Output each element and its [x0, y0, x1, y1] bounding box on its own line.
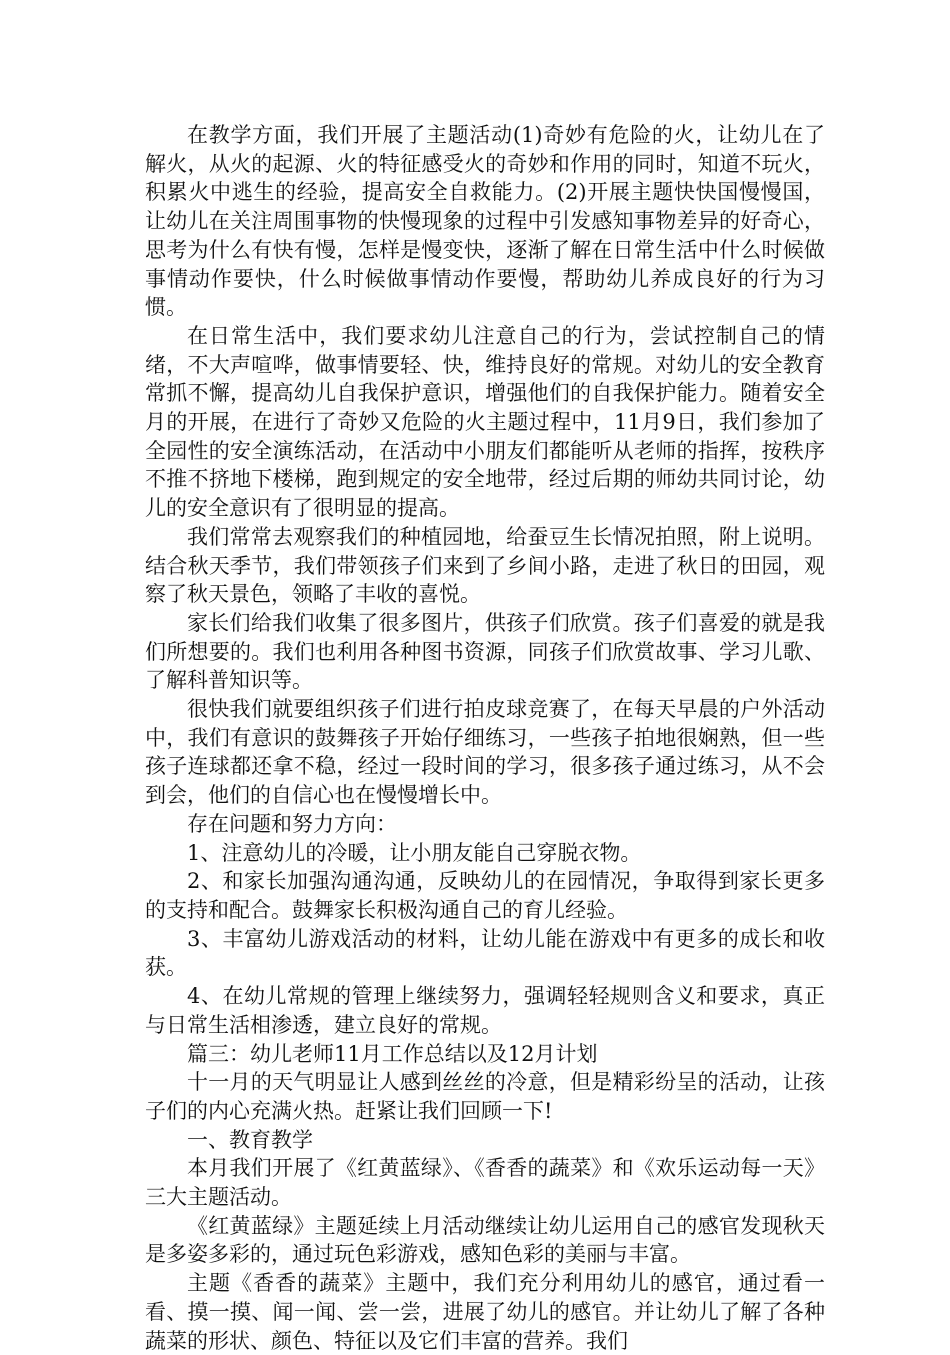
subheading-education: 一、教育教学: [187, 1127, 313, 1152]
paragraph-parents-pictures: 家长们给我们收集了很多图片，供孩子们欣赏。孩子们喜爱的就是我们所想要的。我们也利用各种图书资源，同孩子们欣赏故事、学习儿歌、了解科普知识等。: [145, 610, 825, 693]
paragraph-teaching: 在教学方面，我们开展了主题活动(1)奇妙有危险的火，让幼儿在了解火，从火的起源、火的特征感受火的奇妙和作用的同时，知道不玩火，积累火中逃生的经验，提高安全自救能力。(2)开展主题快快国慢慢国，让幼儿在关注周围事物的快慢现象的过程中引发感知事物差异的好奇心，思考为什么有快有慢，怎样是慢变快，逐渐了解在日常生活中什么时候做事情动作要快，什么时候做事情动作要慢，帮助幼儿养成良好的行为习惯。: [145, 123, 825, 320]
list-item-2: 2、和家长加强沟通沟通，反映幼儿的在园情况，争取得到家长更多的支持和配合。鼓舞家长积极沟通自己的育儿经验。: [145, 869, 825, 922]
list-item-1: 1、注意幼儿的冷暖，让小朋友能自己穿脱衣物。: [187, 840, 642, 865]
document-body: [145, 121, 825, 1355]
paragraph-vegetables-theme: 主题《香香的蔬菜》主题中，我们充分利用幼儿的感官，通过看一看、摸一摸、闻一闻、尝一尝，进展了幼儿的感官。并让幼儿了解了各种蔬菜的形状、颜色、特征以及它们丰富的营养。我们: [145, 1271, 825, 1353]
list-item-4: 4、在幼儿常规的管理上继续努力，强调轻轻规则含义和要求，真正与日常生活相渗透，建立良好的常规。: [145, 984, 825, 1037]
paragraph-problems-heading: 存在问题和努力方向：: [187, 811, 397, 836]
paragraph-november-intro: 十一月的天气明显让人感到丝丝的冷意，但是精彩纷呈的活动，让孩子们的内心充满火热。赶紧让我们回顾一下!: [145, 1070, 825, 1123]
list-item-3: 3、丰富幼儿游戏活动的材料，让幼儿能在游戏中有更多的成长和收获。: [145, 926, 825, 980]
paragraph-colors-theme: 《红黄蓝绿》主题延续上月活动继续让幼儿运用自己的感官发现秋天是多姿多彩的，通过玩色彩游戏，感知色彩的美丽与丰富。: [145, 1213, 825, 1267]
paragraph-ball-competition: 很快我们就要组织孩子们进行拍皮球竞赛了，在每天早晨的户外活动中，我们有意识的鼓舞孩子开始仔细练习，一些孩子拍地很娴熟，但一些孩子连球都还拿不稳，经过一段时间的学习，很多孩子通过练习，从不会到会，他们的自信心也在慢慢增长中。: [145, 697, 825, 808]
section-title-part-three: 篇三：幼儿老师11月工作总结以及12月计划: [187, 1041, 598, 1066]
paragraph-daily-life: 在日常生活中，我们要求幼儿注意自己的行为，尝试控制自己的情绪，不大声喧哗，做事情要轻、快，维持良好的常规。对幼儿的安全教育常抓不懈，提高幼儿自我保护意识，增强他们的自我保护能力。随着安全月的开展，在进行了奇妙又危险的火主题过程中，11月9日，我们参加了全园性的安全演练活动，在活动中小朋友们都能听从老师的指挥，按秩序不推不挤地下楼梯，跑到规定的安全地带，经过后期的师幼共同讨论，幼儿的安全意识有了很明显的提高。: [145, 323, 825, 521]
paragraph-three-themes: 本月我们开展了《红黄蓝绿》、《香香的蔬菜》和《欢乐运动每一天》三大主题活动。: [145, 1156, 825, 1210]
paragraph-planting-garden: 我们常常去观察我们的种植园地，给蚕豆生长情况拍照，附上说明。结合秋天季节，我们带领孩子们来到了乡间小路，走进了秋日的田园，观察了秋天景色，领略了丰收的喜悦。: [145, 524, 825, 607]
